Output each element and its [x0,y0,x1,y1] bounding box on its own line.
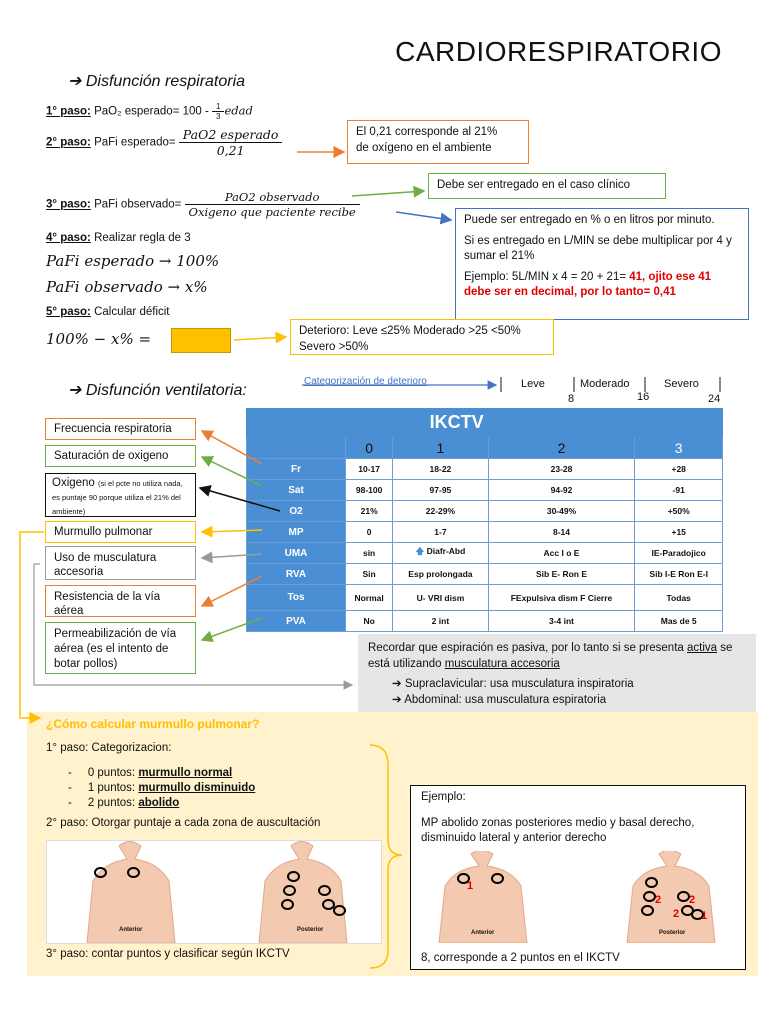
box-021-line2: de oxígeno en el ambiente [356,141,492,154]
arrow-right-icon: ➔ [68,73,82,90]
ikctv-title: IKCTV [346,409,489,437]
mp-step1: 1° paso: Categorizacion: [46,742,172,754]
ikctv-row-header: PVA [247,611,346,632]
ikctv-cell: 98-100 [346,480,393,501]
step3-den: Oxigeno que paciente recibe [188,205,356,219]
step1-frac-num: 1 [212,102,224,112]
ikctv-cell: -91 [635,480,723,501]
ikctv-row-header: O2 [247,501,346,522]
arrow-right-icon: ➔ [392,678,402,691]
step1-var: edad [224,103,253,118]
step3-label: 3° paso: [46,198,91,211]
label-posterior: Posterior [297,927,324,933]
ikctv-row-header: Sat [247,480,346,501]
mp-point-1: - 1 puntos: murmullo disminuido [68,781,256,794]
example-score: 1 [701,910,708,922]
arrow-right-icon: ➔ [68,382,82,399]
page-title: CARDIORESPIRATORIO [395,36,722,67]
label-pva: Permeabilización de vía aérea (es el intento de botar pollos) [45,622,196,674]
box-021-line1: El 0,21 corresponde al 21% [356,126,498,138]
ikctv-cell-text: Diafr-Abd [426,546,466,556]
ikctv-cell: Sin [346,564,393,585]
label-mp: Murmullo pulmonar [45,521,196,543]
label-rva: Resistencia de la vía aérea [45,585,196,617]
ikctv-score-header: 3 [635,437,723,459]
ikctv-cell: IE-Paradojico [635,543,723,564]
box-litros-3a: Ejemplo: 5L/MIN x 4 = 20 + 21= [464,270,630,283]
step1-text: PaO₂ esperado= 100 - [94,105,213,118]
label-o2-main: Oxigeno [52,477,95,489]
ikctv-row-header: Tos [247,585,346,611]
reminder-1b: activa [687,642,718,654]
reminder-1c: se está utilizando [368,642,733,671]
example-score: 2 [655,894,662,906]
ikctv-cell: 18-22 [393,459,488,480]
mp-p0b: murmullo normal [138,767,233,779]
ikctv-cell: 1-7 [393,522,488,543]
ikctv-score-header: 2 [488,437,635,459]
ikctv-score-header: 1 [393,437,488,459]
step2-text: PaFi esperado= [94,136,176,149]
ikctv-cell: +28 [635,459,723,480]
ikctv-cell: FExpulsiva dism F Cierre [488,585,635,611]
ikctv-cell: Sib E- Ron E [488,564,635,585]
mp-point-0: - 0 puntos: murmullo normal [68,767,233,779]
ikctv-cell: 30-49% [488,501,635,522]
mp-step2: 2° paso: Otorgar puntaje a cada zona de auscultación [46,817,321,829]
scale-24: 24 [708,393,721,405]
mp-p1a: 1 puntos: [87,781,139,794]
label-anterior: Anterior [119,927,143,933]
box-clinico: Debe ser entregado en el caso clínico [428,173,666,199]
step1-frac-den: 3 [216,112,221,121]
ikctv-cell: Normal [346,585,393,611]
deficit-formula: 100% − x% = [46,330,152,348]
example-title: Ejemplo: [421,791,466,803]
mp-step3: 3° paso: contar puntos y clasificar según IKCTV [46,948,290,960]
step5-text: Calcular déficit [94,306,170,318]
example-score: 2 [689,894,696,906]
box-litros-2: Si es entregado en L/MIN se debe multiplicar por 4 y sumar el 21% [464,234,732,263]
box-deterioro-2: Severo >50% [299,340,369,353]
mp-p2b: abolido [138,796,180,809]
mp-heading: ¿Cómo calcular murmullo pulmonar? [46,717,260,731]
ikctv-row-header: Fr [247,459,346,480]
label-o2-note: (si el pcte no utiliza nada, es puntaje 90 porque utiliza el 21% del ambiente) [52,479,183,516]
ikctv-row-header: UMA [247,543,346,564]
vent-heading-text: Disfunción ventilatoria: [85,382,247,399]
ikctv-row-header: RVA [247,564,346,585]
mp-point-2: - 2 puntos: abolido [68,796,180,809]
mp-p0a: 0 puntos: [87,767,139,779]
example-score: 2 [673,908,680,920]
rule-observado: PaFi observado → x% [46,278,208,296]
ikctv-cell: Acc I o E [488,543,635,564]
ikctv-cell: 22-29% [393,501,488,522]
ikctv-cell: 3-4 int [488,611,635,632]
resp-heading-text: Disfunción respiratoria [85,73,246,90]
ikctv-cell: 23-28 [488,459,635,480]
step4-text: Realizar regla de 3 [94,232,191,244]
step1-label: 1° paso: [46,105,91,118]
ikctv-cell: U- VRI dism [393,585,488,611]
scale-16: 16 [637,391,650,403]
ikctv-cell: 2 int [393,611,488,632]
ikctv-cell: 94-92 [488,480,635,501]
arrow-up-icon: 🡅 [415,546,427,556]
ikctv-cell: 0 [346,522,393,543]
example-result: 8, corresponde a 2 puntos en el IKCTV [421,952,620,964]
step5-label: 5° paso: [46,306,91,318]
ikctv-cell: 97-95 [393,480,488,501]
scale-moderado: Moderado [580,378,630,390]
scale-label: Categorización de deterioro [304,376,427,387]
ikctv-cell: Todas [635,585,723,611]
ikctv-cell: 8-14 [488,522,635,543]
rule-esperado: PaFi esperado → 100% [46,252,220,270]
ikctv-cell: +15 [635,522,723,543]
ikctv-cell: Esp prolongada [393,564,488,585]
box-litros-1: Puede ser entregado en % o en litros por minuto. [464,214,715,226]
ikctv-cell: No [346,611,393,632]
label-fr: Frecuencia respiratoria [45,418,196,440]
label-uma: Uso de musculatura accesoria [45,546,196,580]
step2-num: PaO2 esperado [179,127,283,143]
reminder-1d: musculatura accesoria [444,658,560,671]
ikctv-cell: +50% [635,501,723,522]
reminder-b1: Supraclavicular: usa musculatura inspiratoria [404,678,634,691]
example-text: MP abolido zonas posteriores medio y basal derecho, disminuido lateral y anterior derecho [421,816,695,845]
step3-text: PaFi observado= [94,198,182,211]
step4-label: 4° paso: [46,232,91,244]
ikctv-row-header: MP [247,522,346,543]
scale-leve: Leve [521,378,545,390]
box-litros-3b: 41, ojito ese 41 debe ser en decimal, por lo tanto= 0,41 [464,270,712,299]
ikctv-cell: Mas de 5 [635,611,723,632]
reminder-b2: Abdominal: usa musculatura espiratoria [404,694,607,707]
box-deterioro-1: Deterioro: Leve ≤25% Moderado >25 <50% [299,325,521,337]
scale-8: 8 [568,393,575,405]
arrow-right-icon: ➔ [392,694,402,707]
mp-p1b: murmullo disminuido [138,781,256,794]
example-label-posterior: Posterior [659,930,686,936]
ikctv-score-header: 0 [346,437,393,459]
step2-label: 2° paso: [46,136,91,149]
ikctv-cell: Sib I-E Ron E-I [635,564,723,585]
step3-num: PaO2 observado [185,190,360,205]
scale-severo: Severo [664,378,699,390]
mp-p2a: 2 puntos: [87,796,139,809]
example-label-anterior: Anterior [471,930,495,936]
ikctv-cell: 10-17 [346,459,393,480]
ikctv-cell: 21% [346,501,393,522]
example-score: 1 [467,880,474,892]
ikctv-cell: sin [346,543,393,564]
step2-den: 0,21 [216,143,245,158]
label-sat: Saturación de oxigeno [45,445,196,467]
reminder-1a: Recordar que espiración es pasiva, por lo tanto si se presenta [368,642,687,654]
